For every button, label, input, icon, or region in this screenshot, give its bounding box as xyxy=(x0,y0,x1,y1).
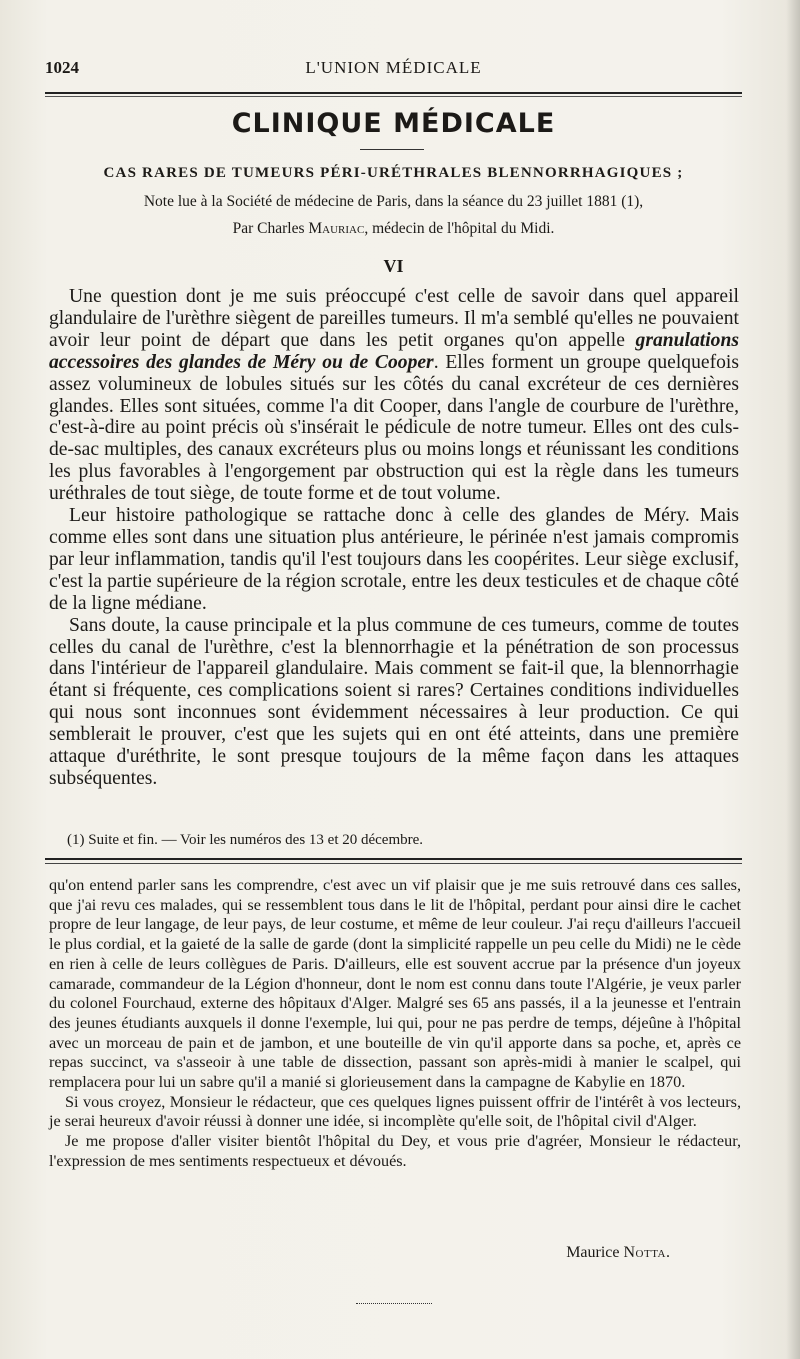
feuilleton-text xyxy=(49,876,741,1172)
signature xyxy=(566,1244,670,1262)
end-divider xyxy=(356,1303,432,1304)
feuilleton-paragraph: qu'on entend parler sans les comprendre, c'est avec un vif plaisir que je me suis retrouvé dans ces salles, que j'ai revu ces malades, qui se ressemblent tous dans le lit de l'hôpital, perdant pour ainsi dire le cachet propre de leur langage, de leur pays, de leur costume, et même de leur couleur. J'ai reçu d'ailleurs l'accueil le plus cordial, et la gaieté de la salle de garde (dont la simplicité rappelle un peu celle du Midi) ne le cède en rien à celle de leurs collègues de Paris. D'ailleurs, elle est souvent accrue par la présence d'un joyeux camarade, commandeur de la Légion d'honneur, dont le nom est connu dans toute l'Algérie, je veux parler du colonel Fourchaud, externe des hôpitaux d'Alger. Malgré ses 65 ans passés, il a la jeunesse et l'entrain des jeunes étudiants auxquels il donne l'exemple, lui qui, pour ne pas perdre de temps, déjeûne à l'hôpital avec un morceau de pain et de jambon, et une bouteille de vin qu'il apporte dans sa poche, et, après ce repas succinct, va s'asseoir à une table de dissection, passant son après-midi à manier le scalpel, qui remplacera pour lui un sabre qu'il a manié si glorieusement dans la campagne de Kabylie en 1870. xyxy=(49,876,741,1092)
paragraph-text: . Elles forment un groupe quelquefois assez volumineux de lobules situés sur les côtés du canal excréteur de ces dernières glandes. Elles sont situées, comme l'a dit Cooper, dans l'angle de courbure de l'urèthre, c'est-à-dire au point précis où s'insérait le pédicule de notre tumeur. Elles ont des culs-de-sac multiples, des canaux excréteurs plus ou moins longs et réunissant les conditions les plus favorables à l'engorgement par obstruction qui est la règle dans les tumeurs uréthrales de tout siège, de toute forme et de tout volume. xyxy=(49,351,739,505)
author-suffix: , médecin de l'hôpital du Midi. xyxy=(364,220,555,237)
signature-first-name: Maurice xyxy=(566,1244,624,1261)
italic-term: granulations accessoires des glandes de Méry ou de Cooper xyxy=(49,329,739,373)
paragraph xyxy=(49,286,739,505)
section-numeral: VI xyxy=(383,256,404,276)
author-prefix: Par Charles xyxy=(232,220,309,237)
feuilleton-paragraph: Je me propose d'aller visiter bientôt l'hôpital du Dey, et vous prie d'agréer, Monsieur le rédacteur, l'expression de mes sentiments respectueux et dévoués. xyxy=(49,1132,741,1170)
header-rule xyxy=(45,92,742,94)
article-note: Note lue à la Société de médecine de Paris, dans la séance du 23 juillet 1881 (1), xyxy=(143,193,644,210)
title-divider xyxy=(360,149,424,150)
paragraph: Leur histoire pathologique se rattache donc à celle des glandes de Méry. Mais comme elles sont dans une situation plus antérieure, le périnée n'est jamais compromis par leur inflammation, tandis qu'il l'est toujours dans les coopérites. Leur siège exclusif, c'est la partie supérieure de la région scrotale, entre les deux testicules et de chaque côté de la ligne médiane. xyxy=(49,505,739,614)
article-title: CAS RARES DE TUMEURS PÉRI-URÉTHRALES BLENNORRHAGIQUES ; xyxy=(103,165,684,181)
article-body xyxy=(49,286,739,790)
article-author xyxy=(45,220,742,238)
running-head xyxy=(45,58,742,82)
journal-title: L'UNION MÉDICALE xyxy=(305,58,482,77)
feuilleton-separator-thin xyxy=(45,863,742,864)
page-number: 1024 xyxy=(45,58,79,77)
page-edge-shadow xyxy=(786,0,800,1359)
section-title: CLINIQUE MÉDICALE xyxy=(231,108,556,139)
author-surname: Mauriac xyxy=(308,220,365,237)
signature-surname: Notta xyxy=(623,1244,666,1261)
paragraph-text: Une question dont je me suis préoccupé c'est celle de savoir dans quel appareil glandulaire de l'urèthre siègent de pareilles tumeurs. Il m'a semblé qu'elles ne pouvaient avoir leur point de départ que dans les petit organes qu'on appelle xyxy=(49,286,739,351)
feuilleton-paragraph: Si vous croyez, Monsieur le rédacteur, que ces quelques lignes puissent offrir de l'intérêt à vos lecteurs, je serai heureux d'avoir réussi à donner une idée, si incomplète qu'elle soit, de l'hôpital civil d'Alger. xyxy=(49,1092,741,1131)
paragraph: Sans doute, la cause principale et la plus commune de ces tumeurs, comme de toutes celles du canal de l'urèthre, c'est la blennorrhagie et la pénétration de son processus dans l'intérieur de l'appareil glandulaire. Mais comment se fait-il que, la blennorrhagie étant si fréquente, ces complications soient si rares? Certaines conditions individuelles qui nous sont inconnues sont évidemment nécessaires à leur production. Ce qui semblerait le prouver, c'est que les sujets qui en ont été atteints, dans une première attaque d'uréthrite, le sont presque toujours de la même façon dans les attaques subséquentes. xyxy=(49,614,739,789)
header-rule-thin xyxy=(45,96,742,97)
signature-end: . xyxy=(666,1244,670,1261)
feuilleton-separator xyxy=(45,858,742,860)
footnote: (1) Suite et fin. — Voir les numéros des 13 et 20 décembre. xyxy=(67,832,424,848)
